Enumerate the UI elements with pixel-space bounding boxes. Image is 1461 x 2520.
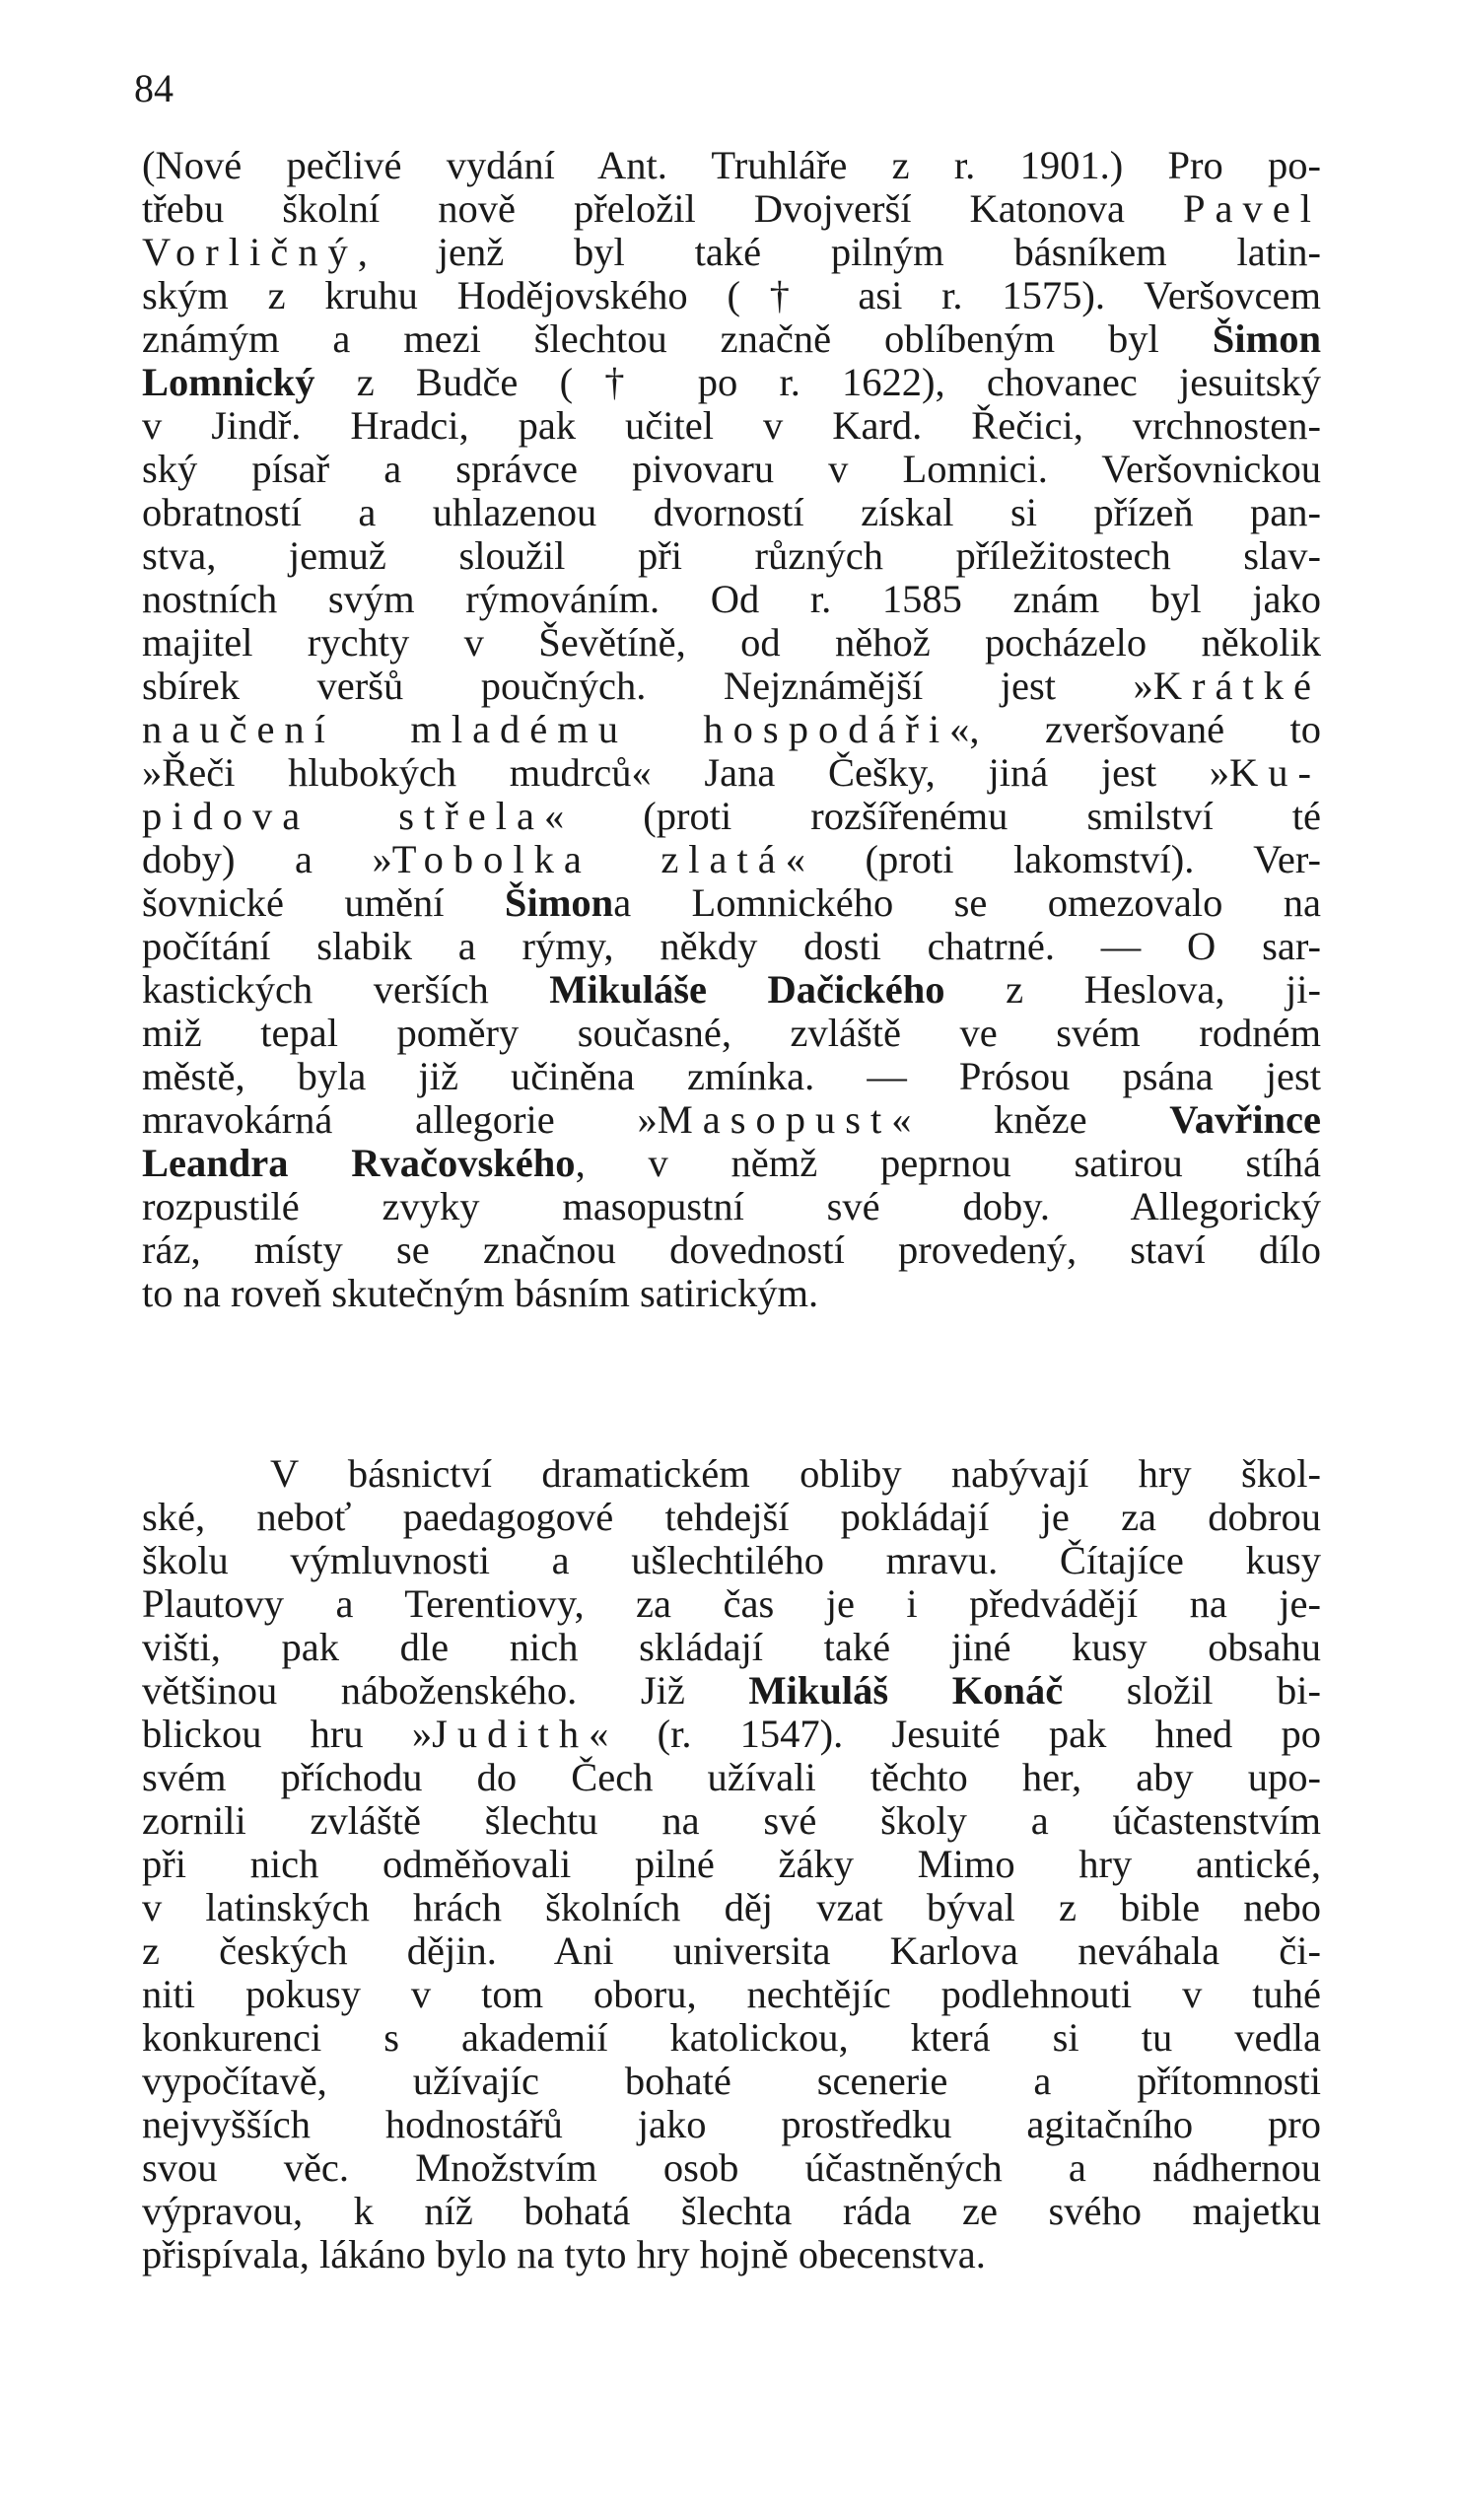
text-line: (Nové pečlivé vydání Ant. Truhláře z r. 1901.) Pro po- [142, 143, 1321, 187]
text-line: při nich odměňovali pilné žáky Mimo hry antické, [142, 1842, 1321, 1886]
text-line: majitel rychty v Ševětíně, od něhož pocházelo několik [142, 620, 1321, 665]
text-line: pidova střela« (proti rozšířenému smilství té [142, 794, 1321, 838]
text-line: v latinských hrách školních děj vzat býval z bible nebo [142, 1885, 1321, 1929]
text-line: niti pokusy v tom oboru, nechtějíc podlehnouti v tuhé [142, 1972, 1321, 2016]
text-line: doby) a »Tobolka zlatá« (proti lakomství). Ver- [142, 837, 1321, 881]
text-line: svou věc. Množstvím osob účastněných a nádhernou [142, 2145, 1321, 2190]
text-line: z českých dějin. Ani universita Karlova neváhala či- [142, 1928, 1321, 1973]
text-line: rozpustilé zvyky masopustní své doby. Allegorický [142, 1184, 1321, 1228]
text-line: mravokárná allegorie »Masopust« kněze Vavřince [142, 1097, 1321, 1142]
text-line: V básnictví dramatickém obliby nabývají hry škol- [270, 1451, 1321, 1496]
text-line: v Jindř. Hradci, pak učitel v Kard. Řečici, vrchnosten- [142, 403, 1321, 448]
text-line: miž tepal poměry současné, zvláště ve svém rodném [142, 1011, 1321, 1055]
text-line: višti, pak dle nich skládají také jiné kusy obsahu [142, 1625, 1321, 1669]
text-line: třebu školní nově přeložil Dvojverší Katonova Pavel [142, 186, 1321, 231]
text-line: sbírek veršů poučných. Nejznámější jest »Krátké [142, 664, 1321, 708]
text-line: nejvyšších hodnostářů jako prostředku agitačního pro [142, 2102, 1321, 2146]
text-line: šovnické umění Šimona Lomnického se omezovalo na [142, 880, 1321, 925]
text-line: Vorličný, jenž byl také pilným básníkem latin- [142, 230, 1321, 274]
text-line: stva, jemuž sloužil při různých příležitostech slav- [142, 533, 1321, 578]
text-line: zornili zvláště šlechtu na své školy a účastenstvím [142, 1798, 1321, 1843]
text-line: většinou náboženského. Již Mikuláš Konáč složil bi- [142, 1668, 1321, 1713]
text-line: vypočítavě, užívajíc bohaté scenerie a přítomnosti [142, 2059, 1321, 2103]
text-line: ský písař a správce pivovaru v Lomnici. Veršovnickou [142, 447, 1321, 491]
text-line: obratností a uhlazenou dvorností získal si přízeň pan- [142, 490, 1321, 534]
text-line: naučení mladému hospodáři«, zveršované to [142, 707, 1321, 751]
text-line: »Řeči hlubokých mudrců« Jana Češky, jiná jest »Ku- [142, 750, 1321, 795]
text-line: přispívala, lákáno bylo na tyto hry hojně obecenstva. [142, 2232, 986, 2276]
text-line: Plautovy a Terentiovy, za čas je i předvádějí na je- [142, 1581, 1321, 1626]
paragraph-1 [142, 144, 1321, 1315]
text-line: školu výmluvnosti a ušlechtilého mravu. Čítajíce kusy [142, 1538, 1321, 1582]
text-line: městě, byla již učiněna zmínka. — Prósou psána jest [142, 1054, 1321, 1098]
text-line: ráz, místy se značnou dovedností provedený, staví dílo [142, 1227, 1321, 1272]
text-line: počítání slabik a rýmy, někdy dosti chatrné. — O sar- [142, 924, 1321, 968]
text-line: to na roveň skutečným básním satirickým. [142, 1271, 819, 1315]
paragraph-2 [142, 1452, 1321, 2276]
text-line: svém příchodu do Čech užívali těchto her, aby upo- [142, 1755, 1321, 1799]
text-line: konkurenci s akademií katolickou, která si tu vedla [142, 2015, 1321, 2060]
text-line: kastických verších Mikuláše Dačického z Heslova, ji- [142, 967, 1321, 1012]
text-line: blickou hru »Judith« (r. 1547). Jesuité pak hned po [142, 1712, 1322, 1756]
text-line: Lomnický z Budče († po r. 1622), chovanec jesuitský [142, 360, 1321, 404]
text-line: nostních svým rýmováním. Od r. 1585 znám byl jako [142, 577, 1321, 621]
text-line: Leandra Rvačovského, v němž peprnou satirou stíhá [142, 1141, 1321, 1185]
page-number: 84 [134, 66, 174, 110]
text-line: ským z kruhu Hodějovského († asi r. 1575). Veršovcem [142, 273, 1321, 317]
text-line: známým a mezi šlechtou značně oblíbeným byl Šimon [142, 316, 1321, 361]
text-line: výpravou, k níž bohatá šlechta ráda ze svého majetku [142, 2189, 1321, 2233]
text-line: ské, neboť paedagogové tehdejší pokládají je za dobrou [142, 1495, 1321, 1539]
